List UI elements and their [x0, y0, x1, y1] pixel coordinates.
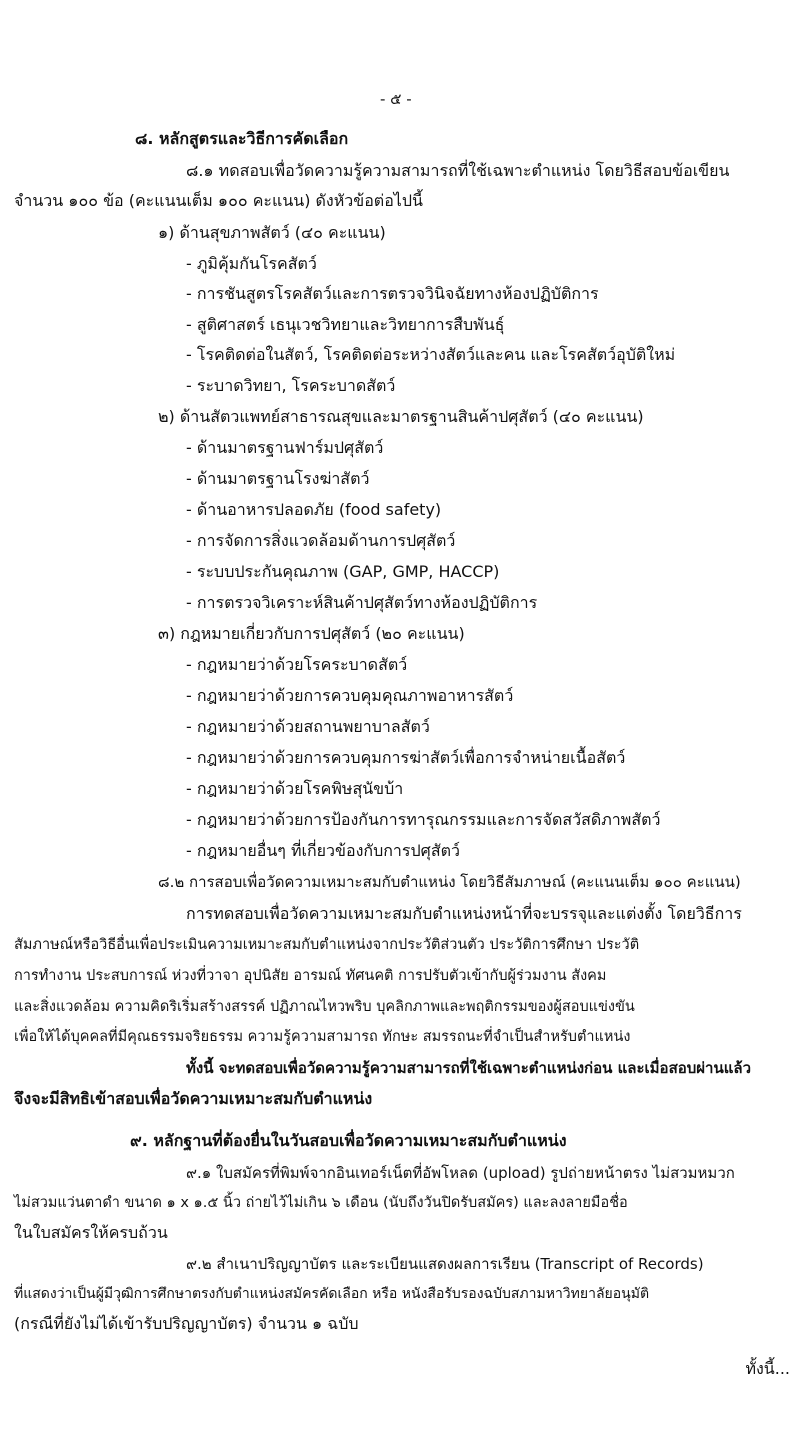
s91-line: ๙.๑ ใบสมัครที่พิมพ์จากอินเทอร์เน็ตที่อัพโหลด (upload) รูปถ่ายหน้าตรง ไม่สวมหมวก	[186, 1164, 735, 1182]
note-line-2: จึงจะมีสิทธิเข้าสอบเพื่อวัดความเหมาะสมกับตำแหน่ง	[14, 1089, 373, 1108]
s91-line: ในใบสมัครให้ครบถ้วน	[14, 1223, 168, 1242]
s82-paragraph-line: สัมภาษณ์หรือวิธีอื่นเพื่อประเมินความเหมาะสมกับตำแหน่งจากประวัติส่วนตัว ประวัติการศึกษา ประวัติ	[14, 937, 640, 953]
group-1-item: - การชันสูตรโรคสัตว์และการตรวจวินิจฉัยทางห้องปฏิบัติการ	[186, 284, 599, 303]
group-3-item: - กฎหมายอื่นๆ ที่เกี่ยวข้องกับการปศุสัตว์	[186, 841, 460, 860]
group-2-item: - ด้านอาหารปลอดภัย (food safety)	[186, 500, 442, 519]
section-8-heading: ๘. หลักสูตรและวิธีการคัดเลือก	[135, 129, 349, 148]
s82-paragraph-line: การทดสอบเพื่อวัดความเหมาะสมกับตำแหน่งหน้าที่จะบรรจุและแต่งตั้ง โดยวิธีการ	[186, 904, 742, 923]
s82-title: ๘.๒ การสอบเพื่อวัดความเหมาะสมกับตำแหน่ง โดยวิธีสัมภาษณ์ (คะแนนเต็ม ๑๐๐ คะแนน)	[158, 873, 741, 891]
group-3-item: - กฎหมายว่าด้วยโรคพิษสุนัขบ้า	[186, 779, 404, 798]
group-2-item: - ด้านมาตรฐานฟาร์มปศุสัตว์	[186, 438, 384, 457]
group-1-item: - โรคติดต่อในสัตว์, โรคติดต่อระหว่างสัตว์และคน และโรคสัตว์อุบัติใหม่	[186, 345, 676, 364]
group-2-item: - ระบบประกันคุณภาพ (GAP, GMP, HACCP)	[186, 562, 500, 581]
note-line-1: ทั้งนี้ จะทดสอบเพื่อวัดความรู้ความสามารถที่ใช้เฉพาะตำแหน่งก่อน และเมื่อสอบผ่านแล้ว	[186, 1059, 751, 1077]
group-1-item: - ระบาดวิทยา, โรคระบาดสัตว์	[186, 376, 396, 395]
group-2-item: - ด้านมาตรฐานโรงฆ่าสัตว์	[186, 469, 370, 488]
s81-line-2: จำนวน ๑๐๐ ข้อ (คะแนนเต็ม ๑๐๐ คะแนน) ดังหัวข้อต่อไปนี้	[14, 191, 423, 210]
group-3-item: - กฎหมายว่าด้วยการควบคุมคุณภาพอาหารสัตว์	[186, 686, 514, 705]
s82-paragraph-line: เพื่อให้ได้บุคคลที่มีคุณธรรมจริยธรรม ความรู้ความสามารถ ทักษะ สมรรถนะที่จำเป็นสำหรับตำแหน่ง	[14, 1029, 631, 1045]
s92-line: (กรณีที่ยังไม่ได้เข้ารับปริญญาบัตร) จำนวน ๑ ฉบับ	[14, 1314, 359, 1333]
group-3-title: ๓) กฎหมายเกี่ยวกับการปศุสัตว์ (๒๐ คะแนน)	[158, 624, 465, 643]
group-2-item: - การตรวจวิเคราะห์สินค้าปศุสัตว์ทางห้องปฏิบัติการ	[186, 593, 538, 612]
group-3-item: - กฎหมายว่าด้วยการควบคุมการฆ่าสัตว์เพื่อการจำหน่ายเนื้อสัตว์	[186, 748, 626, 767]
group-3-item: - กฎหมายว่าด้วยสถานพยาบาลสัตว์	[186, 717, 430, 736]
group-1-title: ๑) ด้านสุขภาพสัตว์ (๔๐ คะแนน)	[158, 223, 386, 242]
s82-paragraph-line: การทำงาน ประสบการณ์ ห่วงที่วาจา อุปนิสัย อารมณ์ ทัศนคติ การปรับตัวเข้ากับผู้ร่วมงาน สังคม	[14, 968, 607, 984]
group-2-item: - การจัดการสิ่งแวดล้อมด้านการปศุสัตว์	[186, 531, 456, 550]
s92-line: ที่แสดงว่าเป็นผู้มีวุฒิการศึกษาตรงกับตำแหน่งสมัครคัดเลือก หรือ หนังสือรับรองฉบับสภามหาวิทยาลัยอนุมัติ	[14, 1286, 650, 1302]
group-1-item: - สูติศาสตร์ เธนุเวชวิทยาและวิทยาการสืบพันธุ์	[186, 315, 505, 334]
section-9-heading: ๙. หลักฐานที่ต้องยื่นในวันสอบเพื่อวัดความเหมาะสมกับตำแหน่ง	[130, 1131, 567, 1150]
s82-paragraph-line: และสิ่งแวดล้อม ความคิดริเริ่มสร้างสรรค์ ปฏิภาณไหวพริบ บุคลิกภาพและพฤติกรรมของผู้สอบแข่งขัน	[14, 999, 635, 1015]
s91-line: ไม่สวมแว่นตาดำ ขนาด ๑ x ๑.๕ นิ้ว ถ่ายไว้ไม่เกิน ๖ เดือน (นับถึงวันปิดรับสมัคร) และลงลายมือชื่อ	[14, 1195, 628, 1211]
group-3-item: - กฎหมายว่าด้วยโรคระบาดสัตว์	[186, 655, 408, 674]
group-2-title: ๒) ด้านสัตวแพทย์สาธารณสุขและมาตรฐานสินค้าปศุสัตว์ (๔๐ คะแนน)	[158, 407, 644, 426]
s81-line-1: ๘.๑ ทดสอบเพื่อวัดความรู้ความสามารถที่ใช้เฉพาะตำแหน่ง โดยวิธีสอบข้อเขียน	[186, 161, 730, 180]
group-1-item: - ภูมิคุ้มกันโรคสัตว์	[186, 254, 317, 273]
page-number: - ๕ -	[380, 90, 412, 108]
s92-line: ๙.๒ สำเนาปริญญาบัตร และระเบียนแสดงผลการเรียน (Transcript of Records)	[186, 1255, 704, 1273]
group-3-item: - กฎหมายว่าด้วยการป้องกันการทารุณกรรมและการจัดสวัสดิภาพสัตว์	[186, 810, 661, 829]
continuation-text: ทั้งนี้...	[745, 1359, 790, 1378]
